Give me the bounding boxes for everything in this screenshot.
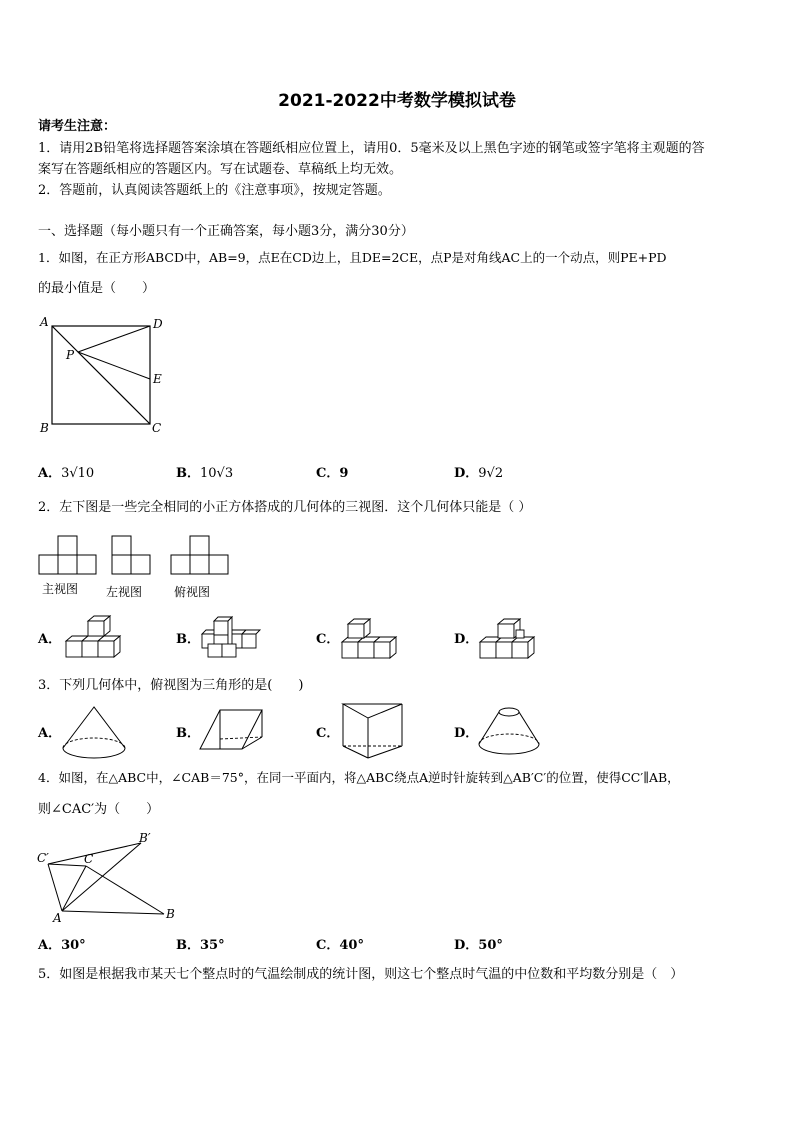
q1-option-a-value: 3√10 <box>61 466 95 481</box>
q2-option-a-figure <box>64 614 126 660</box>
q4-point-b: B <box>166 907 175 921</box>
q4-rotation-figure <box>36 828 186 924</box>
q1-option-b[interactable]: B．10√3 <box>176 466 234 481</box>
q2-option-c[interactable]: C． <box>316 632 340 647</box>
q2-option-d[interactable]: D． <box>454 632 479 647</box>
q4-option-b[interactable]: B．35° <box>176 938 225 953</box>
q2-top-view <box>170 534 232 576</box>
q1-option-b-value: 10√3 <box>200 466 234 481</box>
q1-point-p: P <box>66 348 75 362</box>
q3-option-d-frustum <box>476 704 542 760</box>
q4-point-c: C <box>84 852 94 866</box>
q1-square-figure <box>38 314 178 440</box>
notice-line-1b: 案写在答题纸相应的答题区内。写在试题卷、草稿纸上均无效。 <box>38 162 403 177</box>
q3-text-line-1: 3．下列几何体中，俯视图为三角形的是( ) <box>38 678 304 693</box>
q4-point-c-prime: C′ <box>37 851 49 865</box>
q3-option-d[interactable]: D． <box>454 726 479 741</box>
q1-point-d: D <box>153 317 163 331</box>
q2-front-view-label: 主视图 <box>42 582 79 596</box>
q1-point-a: A <box>40 315 49 329</box>
q4-option-a[interactable]: A．30° <box>38 938 86 953</box>
q4-option-d[interactable]: D．50° <box>454 938 503 953</box>
q1-option-a[interactable]: A．3√10 <box>38 466 95 481</box>
notice-line-1a: 1．请用2B铅笔将选择题答案涂填在答题纸相应位置上，请用0．5毫米及以上黑色字迹的钢笔或签字笔将主观题的答 <box>38 141 705 156</box>
q3-option-c[interactable]: C． <box>316 726 340 741</box>
notice-line-2: 2．答题前，认真阅读答题纸上的《注意事项》，按规定答题。 <box>38 183 391 198</box>
q2-option-b[interactable]: B． <box>176 632 200 647</box>
q1-option-c[interactable]: C．9 <box>316 466 349 481</box>
q2-option-a[interactable]: A． <box>38 632 62 647</box>
q3-option-b[interactable]: B． <box>176 726 200 741</box>
q1-option-d[interactable]: D．9√2 <box>454 466 504 481</box>
q1-point-b: B <box>40 421 49 435</box>
q1-text-line-1: 1．如图，在正方形ABCD中，AB=9，点E在CD边上，且DE=2CE，点P是对角线AC上的一个动点，则PE+PD <box>38 250 667 265</box>
notice-heading: 请考生注意： <box>38 119 117 134</box>
q4-text-line-2: 则∠CAC′为（ ） <box>38 802 160 817</box>
q2-left-view <box>110 534 156 576</box>
q2-front-view <box>38 534 100 576</box>
q4-point-b-prime: B′ <box>139 831 151 845</box>
q1-point-e: E <box>153 372 162 386</box>
q2-top-view-label: 俯视图 <box>174 585 211 599</box>
q2-option-b-figure <box>198 614 260 660</box>
q3-option-b-prism <box>198 707 266 753</box>
q1-text-line-2: 的最小值是（ ） <box>38 281 156 296</box>
q2-left-view-label: 左视图 <box>106 585 143 599</box>
q2-option-c-figure <box>340 614 402 660</box>
q3-option-a-cone <box>58 704 130 762</box>
q2-option-d-figure <box>478 614 540 660</box>
q1-option-d-value: 9√2 <box>478 466 504 481</box>
q3-option-c-triangular-prism <box>340 700 406 762</box>
q5-text-line-1: 5．如图是根据我市某天七个整点时的气温绘制成的统计图，则这七个整点时气温的中位数和平均数分别是（ ） <box>38 967 684 982</box>
q4-point-a: A <box>53 911 62 925</box>
q4-option-c[interactable]: C．40° <box>316 938 364 953</box>
q2-text-line-1: 2．左下图是一些完全相同的小正方体搭成的几何体的三视图．这个几何体只能是（ ） <box>38 500 532 515</box>
q1-point-c: C <box>152 421 162 435</box>
page-title: 2021-2022中考数学模拟试卷 <box>278 91 516 111</box>
q4-text-line-1: 4．如图，在△ABC中，∠CAB＝75°，在同一平面内，将△ABC绕点A逆时针旋转到△AB′C′的位置，使得CC′∥AB， <box>38 770 680 785</box>
section-heading: 一、选择题（每小题只有一个正确答案，每小题3分，满分30分） <box>38 224 414 239</box>
q3-option-a[interactable]: A． <box>38 726 62 741</box>
